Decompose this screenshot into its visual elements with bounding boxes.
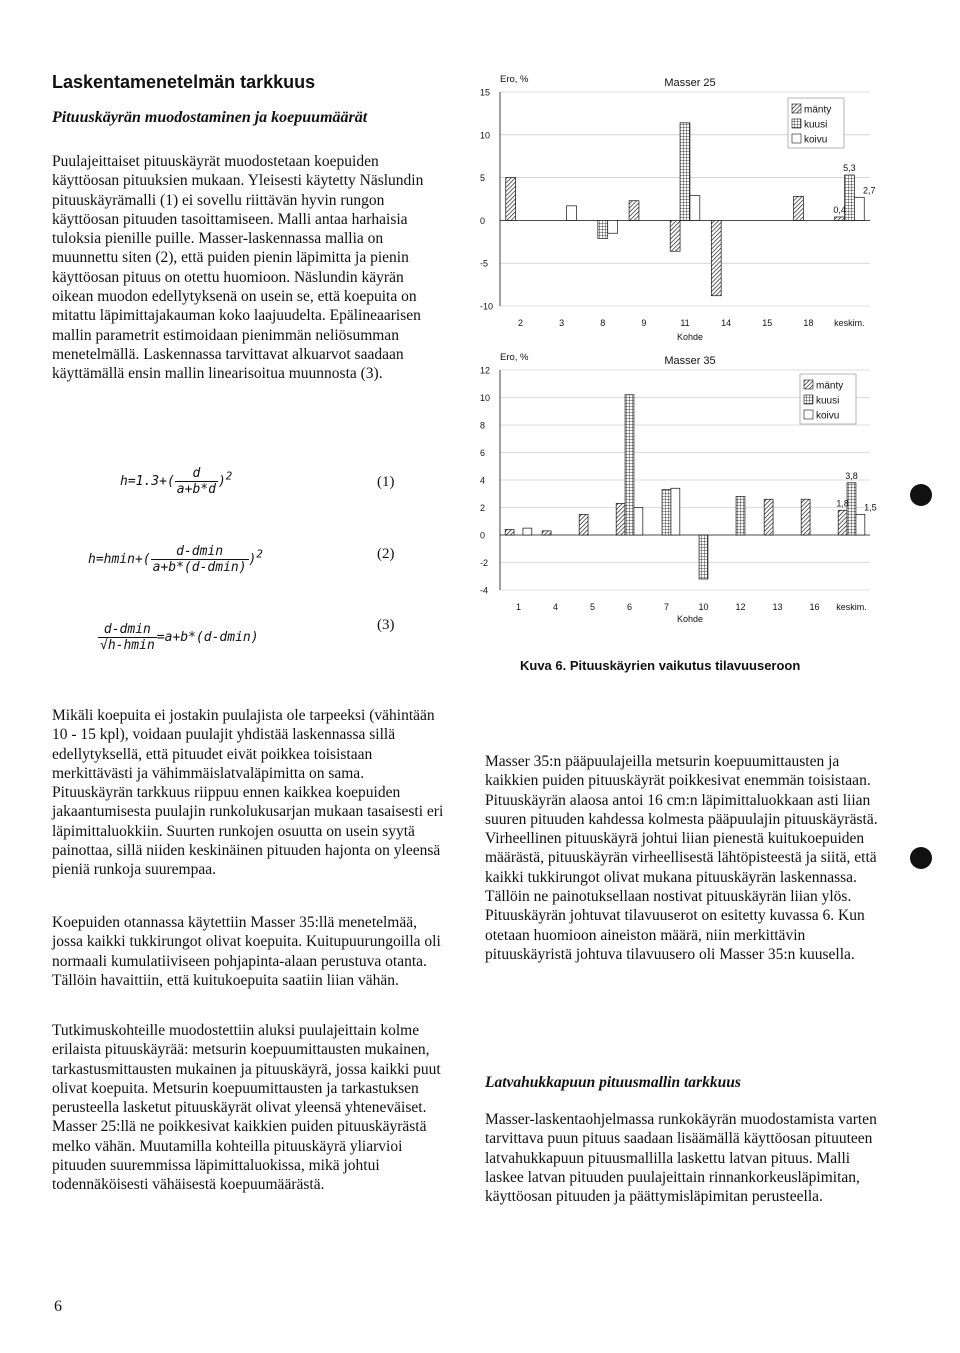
bar-koivu (671, 488, 680, 535)
legend-swatch-mänty (804, 380, 813, 389)
y-tick-label: -10 (480, 301, 494, 312)
legend-label-koivu: koivu (816, 410, 840, 422)
formula-3-fraction (98, 622, 157, 653)
formula-1-exponent: 2 (225, 469, 233, 483)
y-tick-label: 2 (480, 503, 486, 513)
legend-swatch-koivu (792, 134, 801, 143)
data-label: 3,8 (845, 470, 858, 481)
chart-masser-35 (480, 352, 877, 624)
legend-label-mänty: mänty (804, 104, 832, 116)
figure-caption: Kuva 6. Pituuskäyrien vaikutus tilavuuseroon (520, 658, 801, 673)
formula-1-rhs: ) (217, 474, 226, 489)
bar-mänty (838, 510, 847, 535)
y-tick-label: -2 (480, 558, 489, 568)
x-tick-label: 7 (663, 602, 670, 612)
bar-koivu (608, 220, 618, 233)
legend-swatch-koivu (804, 410, 813, 419)
bar-koivu (690, 196, 700, 221)
bar-mänty (542, 531, 551, 535)
bar-mänty (579, 514, 588, 535)
data-label: 5,3 (843, 163, 856, 174)
bar-mänty (764, 499, 773, 535)
formula-1-label: (1) (377, 474, 395, 490)
paragraph-5: Masser 35:n pääpuulajeilla metsurin koepuumittausten ja kaikkien puiden pituuskäyrät poikkesivat enemmän toisistaan. Pituuskäyrän alaosa antoi 16 cm:n läpimittaluokkaan asti liian suuren pituuden kahdessa kolmesta pääpuulajin pituuskäyrästä. Virheellinen pituuskäyrä johtui liian pienestä kuitukoepuiden määrästä, pituuskäyrän virheellisestä lähtöpisteestä ja siitä, että kaikki tukkirungot olivat mukana pituuskäyrän laskennassa. Tällöin ne painotuksellaan nostivat pituuskäyrän liian ylös. Pituuskäyrän johtuvat tilavuuserot on esitetty kuvassa 6. Kun otetaan huomioon aineiston määrä, niin merkittävin pituuskäyristä johtuva tilavuusero oli Masser 35:n kuusella. (485, 753, 878, 963)
formula-3-label: (3) (377, 617, 395, 633)
formula-2-lhs: h=hmin+( (88, 552, 151, 567)
x-tick-label: 13 (772, 602, 783, 612)
x-tick-label: 10 (698, 602, 709, 612)
bar-mänty (670, 220, 680, 251)
paragraph-4: Tutkimuskohteille muodostettiin aluksi puulajeittain kolme erilaista pituuskäyrää: metsurin koepuumittausten mukainen, tarkastusmittausten mukainen ja pituuskäyrä, jossa kaikki puut olivat koepuita. Metsurin koepuumittausten ja tarkastuksen perusteella lasketut pituuskäyrät olivat yleensä yhteneväiset. Masser 25:llä ne poikkesivat kaikkien puiden pituuskäyrästä melko vähän. Muutamilla kohteilla pituuskäyrä yliarvioi pituuden suuremmissa läpimittaluokissa, mikä johtui todennäköisesti vähäisestä koepuumäärästä. (52, 1022, 441, 1194)
y-tick-label: -4 (480, 585, 489, 596)
bar-mänty (506, 178, 516, 221)
formula-2-denominator: a+b*(d-dmin) (152, 560, 247, 575)
x-tick-label: 12 (735, 602, 746, 612)
paragraph-3: Koepuiden otannassa käytettiin Masser 35:llä menetelmää, jossa kaikki tukkirungot olivat koepuita. Kuitupuurungoilla oli normaali kumulatiiviseen pohjapinta-alaan perustuva otanta. Tällöin havaittiin, että kuitukoepuita saatiin liian vähän. (52, 914, 441, 989)
chart-title: Masser 25 (664, 77, 716, 89)
formula-1 (120, 466, 232, 497)
bar-kuusi (699, 535, 708, 579)
bar-kuusi (598, 220, 608, 238)
bar-koivu (856, 514, 865, 535)
bar-kuusi (736, 497, 745, 536)
paragraph-2: Mikäli koepuita ei jostakin puulajista ole tarpeeksi (vähintään 10 - 15 kpl), voidaan puulajit yhdistää laskennassa sillä edellytyksellä, että pituudet eivät poikkea toisistaan merkittävästi ja vähimmäislatvaläpimitta on sama. Pituuskäyrän tarkkuus riippuu ennen kaikkea koepuiden jakaantumisesta puulajin runkolukusarjan mukaan tasaisesti eri läpimittaluokkiin. Suurten runkojen osuutta on usein syytä painottaa, sillä niiden keskinäinen pituuden hajonta on yleensä pieniä runkoja suurempaa. (52, 707, 444, 879)
x-axis-label: Kohde (676, 332, 704, 342)
figure-6-charts (470, 70, 890, 650)
bar-koivu (567, 206, 577, 221)
bar-mänty (835, 217, 845, 220)
y-tick-label: 10 (480, 393, 491, 403)
formula-1-lhs: h=1.3+( (120, 474, 175, 489)
bar-mänty (616, 503, 625, 535)
y-tick-label: 0 (480, 530, 486, 541)
bar-kuusi (680, 123, 690, 221)
x-tick-label: 1 (515, 602, 522, 612)
x-tick-label: 2 (518, 318, 524, 328)
bar-mänty (711, 220, 721, 295)
formula-2-exponent: 2 (256, 547, 263, 561)
y-tick-label: 6 (480, 448, 486, 458)
page-number: 6 (54, 1298, 62, 1315)
binder-hole-top (910, 484, 932, 506)
x-tick-label: keskim. (834, 318, 865, 328)
x-tick-label: 3 (559, 318, 565, 328)
x-tick-label: 9 (641, 318, 647, 328)
formula-1-numerator: d (175, 466, 218, 482)
bar-kuusi (662, 490, 671, 535)
y-tick-label: 15 (480, 87, 491, 98)
x-tick-label: 18 (803, 318, 814, 328)
x-tick-label: 14 (721, 318, 732, 328)
y-tick-label: 4 (480, 475, 486, 486)
data-label: 2,7 (863, 185, 876, 196)
formula-3-numerator: d-dmin (98, 622, 157, 638)
legend-swatch-kuusi (792, 119, 801, 128)
legend-label-koivu: koivu (804, 134, 828, 146)
data-label: 1,8 (836, 498, 849, 509)
bar-kuusi (845, 175, 855, 220)
x-axis-label: Kohde (676, 614, 704, 624)
formula-2-numerator: d-dmin (151, 544, 249, 560)
y-axis-label: Ero, % (500, 352, 529, 363)
formula-2-rhs: ) (248, 552, 257, 567)
formula-2-fraction (151, 544, 249, 575)
bar-mänty (505, 530, 514, 536)
x-tick-label: 8 (600, 318, 606, 328)
y-tick-label: 8 (480, 420, 486, 431)
legend-swatch-mänty (792, 104, 801, 113)
paragraph-6: Masser-laskentaohjelmassa runkokäyrän muodostamista varten tarvittava puun pituus saadaan lisäämällä käyttöosan pituuteen latvahukkapuun pituusmallilla laskettu latvan pituus. Malli laskee latvan pituuden puulajeittain rinnankorkeusläpimitan, käyttöosan pituuden ja päättymisläpimitan perusteella. (485, 1111, 877, 1206)
legend-label-mänty: mänty (816, 380, 844, 392)
x-tick-label: 5 (589, 602, 596, 612)
legend-label-kuusi: kuusi (816, 395, 840, 407)
chart-legend (788, 98, 844, 148)
bar-koivu (634, 508, 643, 536)
x-tick-label: 11 (680, 318, 690, 328)
formula-2-label: (2) (377, 546, 395, 562)
bar-mänty (629, 201, 639, 221)
y-tick-label: 5 (480, 173, 486, 184)
x-tick-label: keskim. (836, 602, 867, 612)
formula-3-denominator: √h-hmin (100, 638, 155, 653)
chart-title: Masser 35 (664, 355, 716, 367)
data-label: 0,4 (833, 204, 846, 215)
chart-masser-25 (480, 74, 876, 342)
y-tick-label: 10 (480, 130, 491, 141)
formula-3-rhs: =a+b*(d-dmin) (156, 630, 259, 645)
paragraph-1: Puulajeittaiset pituuskäyrät muodostetaan koepuiden käyttöosan pituuksien mukaan. Yleisesti käytetty Näslundin pituuskäyrämalli (1) ei sovellu riittävän hyvin rungon käyttöosan pituuden tasoittamiseen. Malli antaa harhaisia tuloksia pienille puille. Masser-laskennassa mallia on muunnettu siten (2), että puiden pienin läpimitta ja pienin käyttöosan pituus on otettu huomioon. Näslundin käyrän oikean muodon edellytyksenä on usein se, että koepuita on mitattu läpimittajakauman koko laajuudelta. Epälineaarisen mallin parametrit estimoidaan pienimmän neliösumman menetelmällä. Laskennassa tarvittavat alkuarvot saadaan käyttämällä ensin mallin linearisoitua muunnosta (3). (52, 153, 424, 383)
y-tick-label: 12 (480, 365, 491, 376)
formula-1-denominator: a+b*d (176, 482, 216, 497)
chart-legend (800, 374, 856, 424)
x-tick-label: 4 (552, 602, 559, 612)
y-axis-label: Ero, % (500, 74, 529, 85)
legend-swatch-kuusi (804, 395, 813, 404)
bar-kuusi (625, 395, 634, 535)
section-heading: Laskentamenetelmän tarkkuus (52, 72, 316, 92)
formula-3 (98, 622, 259, 653)
binder-hole-bottom (910, 847, 932, 869)
legend-label-kuusi: kuusi (804, 119, 828, 131)
subsection-heading: Pituuskäyrän muodostaminen ja koepuumäärät (52, 109, 368, 126)
data-label: 1,5 (864, 502, 877, 513)
y-tick-label: 0 (480, 215, 486, 226)
x-tick-label: 16 (809, 602, 820, 612)
x-tick-label: 6 (626, 602, 633, 612)
bar-mänty (801, 499, 810, 535)
bar-koivu (854, 197, 864, 220)
bar-mänty (794, 196, 804, 220)
formula-1-fraction (175, 466, 218, 497)
y-tick-label: -5 (480, 258, 489, 269)
bar-kuusi (847, 483, 856, 535)
x-tick-label: 15 (762, 318, 773, 328)
bar-koivu (523, 528, 532, 535)
subsection-heading-2: Latvahukkapuun pituusmallin tarkkuus (485, 1074, 741, 1091)
formula-2 (88, 544, 263, 575)
